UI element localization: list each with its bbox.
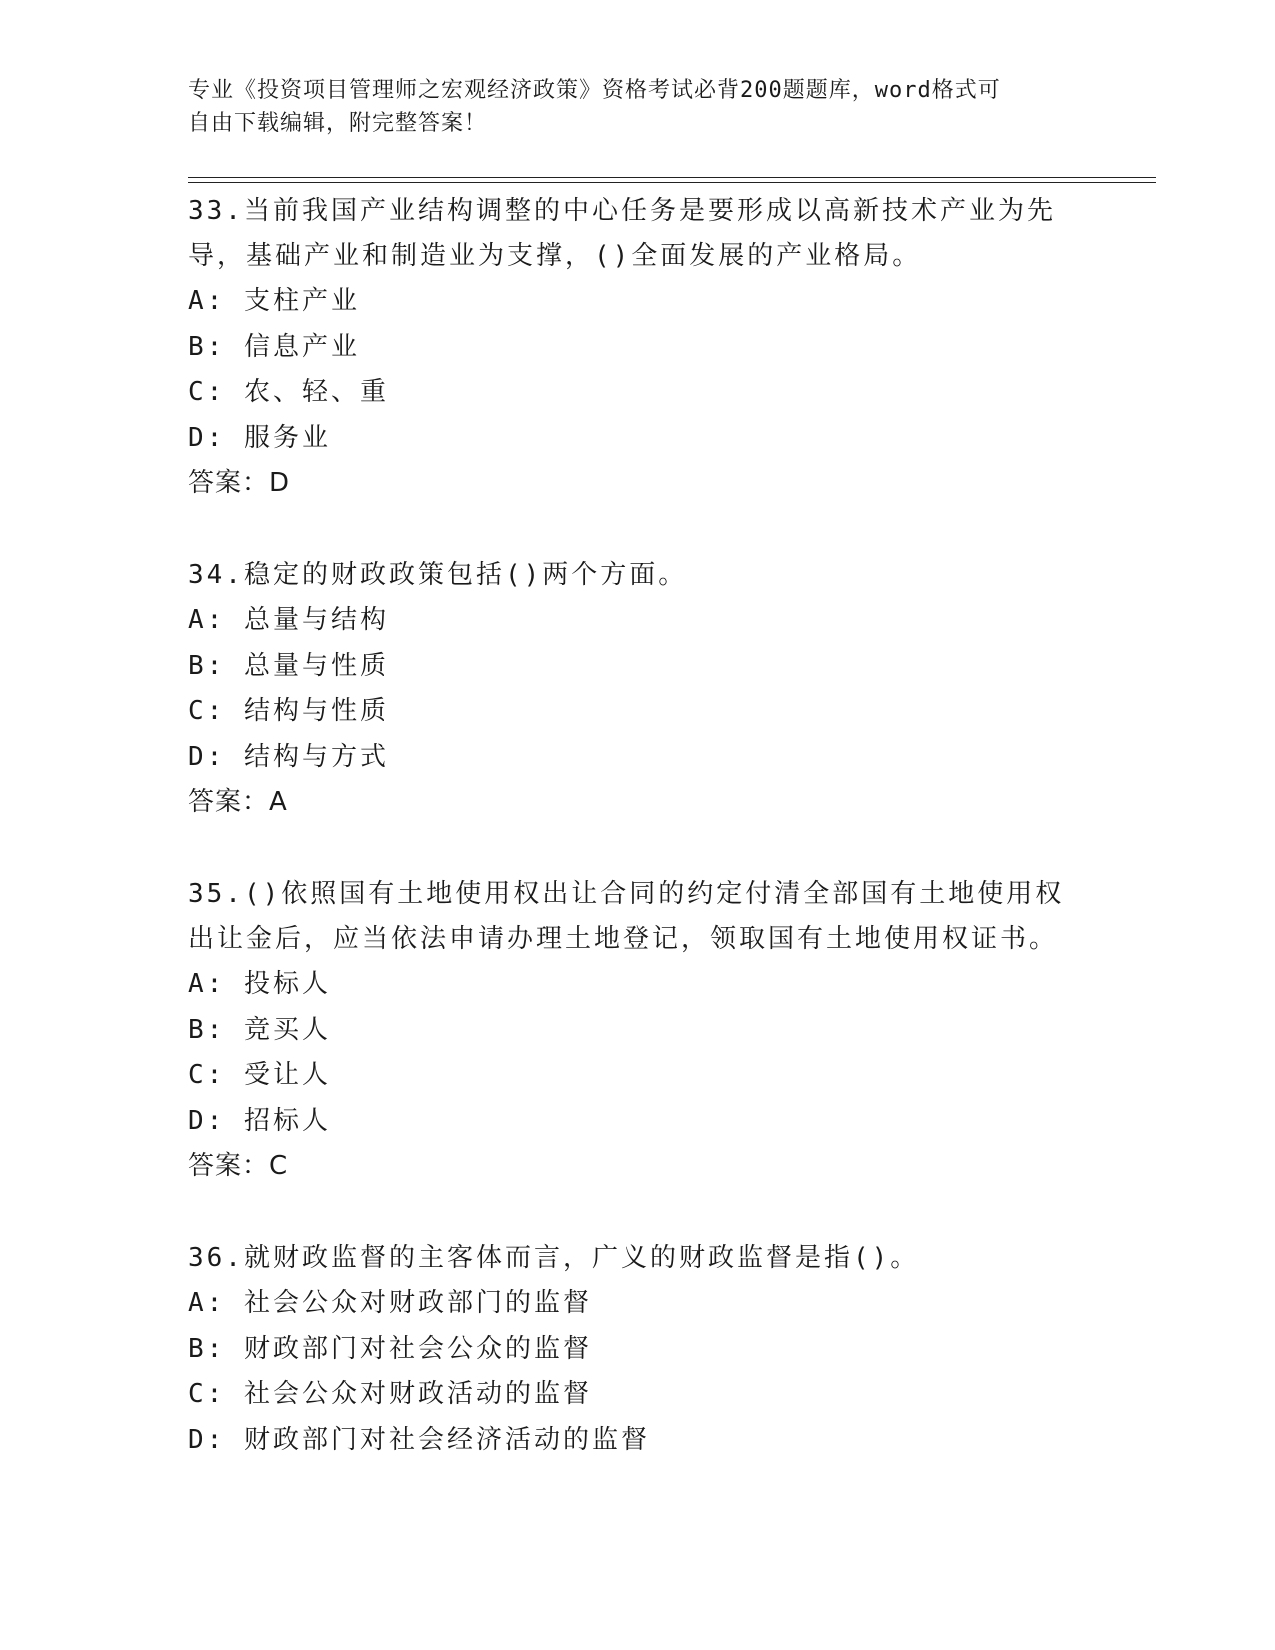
header-divider-bottom bbox=[188, 182, 1156, 183]
document-header bbox=[188, 74, 1088, 140]
option-c: C: 受让人 bbox=[188, 1060, 331, 1090]
question-34 bbox=[188, 553, 1088, 825]
option-a: A: 支柱产业 bbox=[188, 286, 360, 316]
question-35 bbox=[188, 872, 1088, 1189]
question-stem: 35.()依照国有土地使用权出让合同的约定付清全部国有土地使用权出让金后，应当依法申请办理土地登记，领取国有土地使用权证书。 bbox=[188, 879, 1065, 954]
question-stem: 36.就财政监督的主客体而言，广义的财政监督是指()。 bbox=[188, 1243, 920, 1273]
option-d: D: 结构与方式 bbox=[188, 741, 389, 772]
option-d: D: 财政部门对社会经济活动的监督 bbox=[188, 1424, 650, 1455]
option-b: B: 财政部门对社会公众的监督 bbox=[188, 1333, 592, 1364]
option-b: B: 信息产业 bbox=[188, 331, 360, 362]
question-36 bbox=[188, 1236, 1088, 1463]
option-c: C: 农、轻、重 bbox=[188, 377, 389, 407]
option-a: A: 投标人 bbox=[188, 969, 331, 999]
option-a: A: 社会公众对财政部门的监督 bbox=[188, 1288, 592, 1318]
option-d: D: 招标人 bbox=[188, 1105, 331, 1136]
option-a: A: 总量与结构 bbox=[188, 605, 389, 635]
option-d: D: 服务业 bbox=[188, 422, 331, 453]
question-33 bbox=[188, 189, 1088, 506]
option-b: B: 总量与性质 bbox=[188, 650, 389, 681]
option-b: B: 竞买人 bbox=[188, 1014, 331, 1045]
answer: 答案：A bbox=[188, 787, 288, 817]
header-line-1: 专业《投资项目管理师之宏观经济政策》资格考试必背200题题库，word格式可 bbox=[188, 78, 1001, 103]
answer: 答案：D bbox=[188, 468, 291, 498]
question-stem: 34.稳定的财政政策包括()两个方面。 bbox=[188, 560, 688, 590]
question-stem: 33.当前我国产业结构调整的中心任务是要形成以高新技术产业为先导，基础产业和制造业为支撑，()全面发展的产业格局。 bbox=[188, 196, 1056, 271]
header-divider-top bbox=[188, 177, 1156, 178]
option-c: C: 社会公众对财政活动的监督 bbox=[188, 1379, 592, 1409]
header-line-2: 自由下载编辑，附完整答案！ bbox=[188, 111, 488, 136]
answer: 答案：C bbox=[188, 1151, 289, 1181]
option-c: C: 结构与性质 bbox=[188, 696, 389, 726]
